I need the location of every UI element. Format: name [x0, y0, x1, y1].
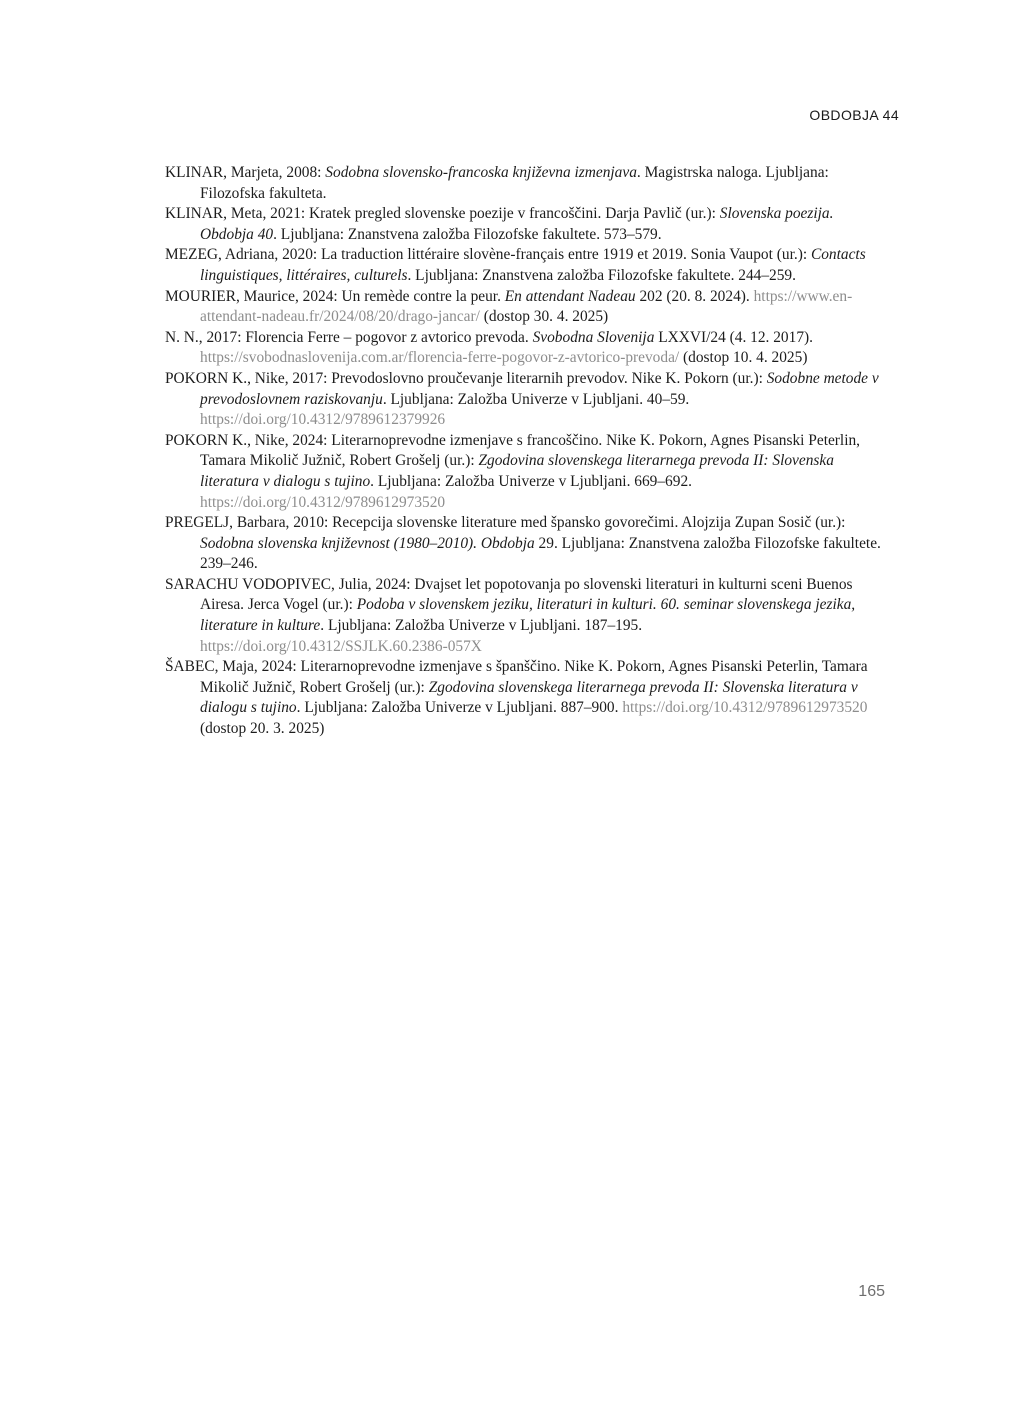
- bib-entry-pokorn-2017: [165, 369, 890, 431]
- bib-text: KLINAR, Meta, 2021: Kratek pregled slovenske poezije v francoščini. Darja Pavlič (ur.):: [165, 205, 720, 223]
- bib-text: POKORN K., Nike, 2017: Prevodoslovno proučevanje literarnih prevodov. Nike K. Pokorn (ur.):: [165, 369, 767, 387]
- bib-text: 29. Ljubljana: Znanstvena založba Filozofske fakultete. 239–246.: [200, 534, 881, 573]
- bib-text: ŠABEC, Maja, 2024: Literarnoprevodne izmenjave s španščino. Nike K. Pokorn, Agnes Pisanski Peterlin, Tamara Mikolič Južnič, Robert Grošelj (ur.):: [165, 658, 868, 696]
- bib-url-link[interactable]: https://doi.org/10.4312/9789612973520: [200, 493, 446, 511]
- bib-entry-klinar-meta: [165, 204, 890, 245]
- bib-text: N. N., 2017: Florencia Ferre – pogovor z avtorico prevoda.: [165, 328, 533, 346]
- bib-text: 202 (20. 8. 2024).: [635, 287, 754, 305]
- bib-text: MOURIER, Maurice, 2024: Un remède contre la peur.: [165, 287, 505, 305]
- bib-title: Zgodovina slovenskega literarnega prevoda II: Slovenska literatura v dialogu s tujino: [200, 678, 858, 717]
- bib-text: (dostop 30. 4. 2025): [479, 308, 609, 326]
- bib-title: Sodobna slovenska književnost (1980–2010). Obdobja: [200, 534, 535, 552]
- bib-url-link[interactable]: https://doi.org/10.4312/SSJLK.60.2386-057X: [200, 637, 482, 655]
- bib-text: LXXVI/24 (4. 12. 2017).: [654, 328, 813, 346]
- bib-entry-mourier: [165, 287, 890, 328]
- bib-title: Contacts linguistiques, littéraires, culturels: [200, 246, 866, 284]
- bib-text: KLINAR, Marjeta, 2008:: [165, 164, 326, 181]
- bib-url-link[interactable]: https://svobodnaslovenija.com.ar/florencia-ferre-pogovor-z-avtorico-prevoda/: [200, 349, 680, 367]
- bib-text: (dostop 10. 4. 2025): [679, 349, 808, 367]
- bib-text: POKORN K., Nike, 2024: Literarnoprevodne izmenjave s francoščino. Nike K. Pokorn, Agnes Pisanski Peterlin, Tamara Mikolič Južnič, Robert Grošelj (ur.):: [165, 431, 861, 470]
- bib-title: Sodobne metode v prevodoslovnem raziskovanju: [200, 369, 879, 408]
- bib-title: Slovenska poezija. Obdobja 40: [200, 205, 834, 243]
- bib-text: . Ljubljana: Znanstvena založba Filozofske fakultete. 244–259.: [407, 266, 796, 284]
- bib-title: Sodobna slovensko-francoska književna izmenjava: [325, 164, 637, 181]
- bib-url-link[interactable]: https://www.en-attendant-nadeau.fr/2024/08/20/drago-jancar/: [200, 287, 853, 326]
- bib-entry-nn: [165, 328, 890, 369]
- bib-text: MEZEG, Adriana, 2020: La traduction littéraire slovène-français entre 1919 et 2019. Sonia Vaupot (ur.):: [165, 246, 811, 264]
- bib-text: PREGELJ, Barbara, 2010: Recepcija slovenske literature med špansko govorečimi. Alojzija Zupan Sosič (ur.):: [165, 514, 846, 532]
- bib-text: . Ljubljana: Založba Univerze v Ljubljani. 669–692.: [370, 472, 692, 490]
- bib-text: SARACHU VODOPIVEC, Julia, 2024: Dvajset let popotovanja po slovenski literaturi in kulturni sceni Buenos Airesa. Jerca Vogel (ur.):: [165, 575, 853, 614]
- bib-title: En attendant Nadeau: [504, 287, 636, 305]
- page-number: 165: [858, 1283, 885, 1300]
- bib-text: . Ljubljana: Znanstvena založba Filozofske fakultete. 573–579.: [273, 225, 662, 243]
- bib-text: . Ljubljana: Založba Univerze v Ljubljani. 187–195.: [320, 617, 643, 635]
- bib-title: Podoba v slovenskem jeziku, literaturi in kulturi. 60. seminar slovenskega jezika, literature in kulture: [200, 596, 856, 635]
- bib-text: . Ljubljana: Založba Univerze v Ljubljani. 887–900.: [296, 699, 623, 717]
- bib-entry-sarachu: [165, 575, 890, 657]
- bib-text: (dostop 20. 3. 2025): [200, 720, 325, 738]
- bib-url-link[interactable]: https://doi.org/10.4312/9789612973520: [622, 699, 868, 717]
- bibliography-list: [165, 163, 890, 740]
- bib-entry-pokorn-2024: [165, 431, 890, 513]
- bib-entry-pregelj: [165, 513, 890, 575]
- bib-url-link[interactable]: https://doi.org/10.4312/9789612379926: [200, 411, 446, 429]
- bib-text: . Ljubljana: Založba Univerze v Ljubljani. 40–59.: [382, 390, 690, 408]
- bib-entry-mezeg: [165, 245, 890, 286]
- bib-title: Zgodovina slovenskega literarnega prevoda II: Slovenska literatura v dialogu s tujino: [200, 452, 834, 490]
- bib-entry-sabec: [165, 657, 890, 739]
- bib-entry-klinar-marjeta: [165, 163, 890, 204]
- bib-text: . Magistrska naloga. Ljubljana: Filozofska fakulteta.: [200, 164, 829, 202]
- running-head: OBDOBJA 44: [809, 107, 899, 123]
- bib-title: Svobodna Slovenija: [532, 328, 655, 346]
